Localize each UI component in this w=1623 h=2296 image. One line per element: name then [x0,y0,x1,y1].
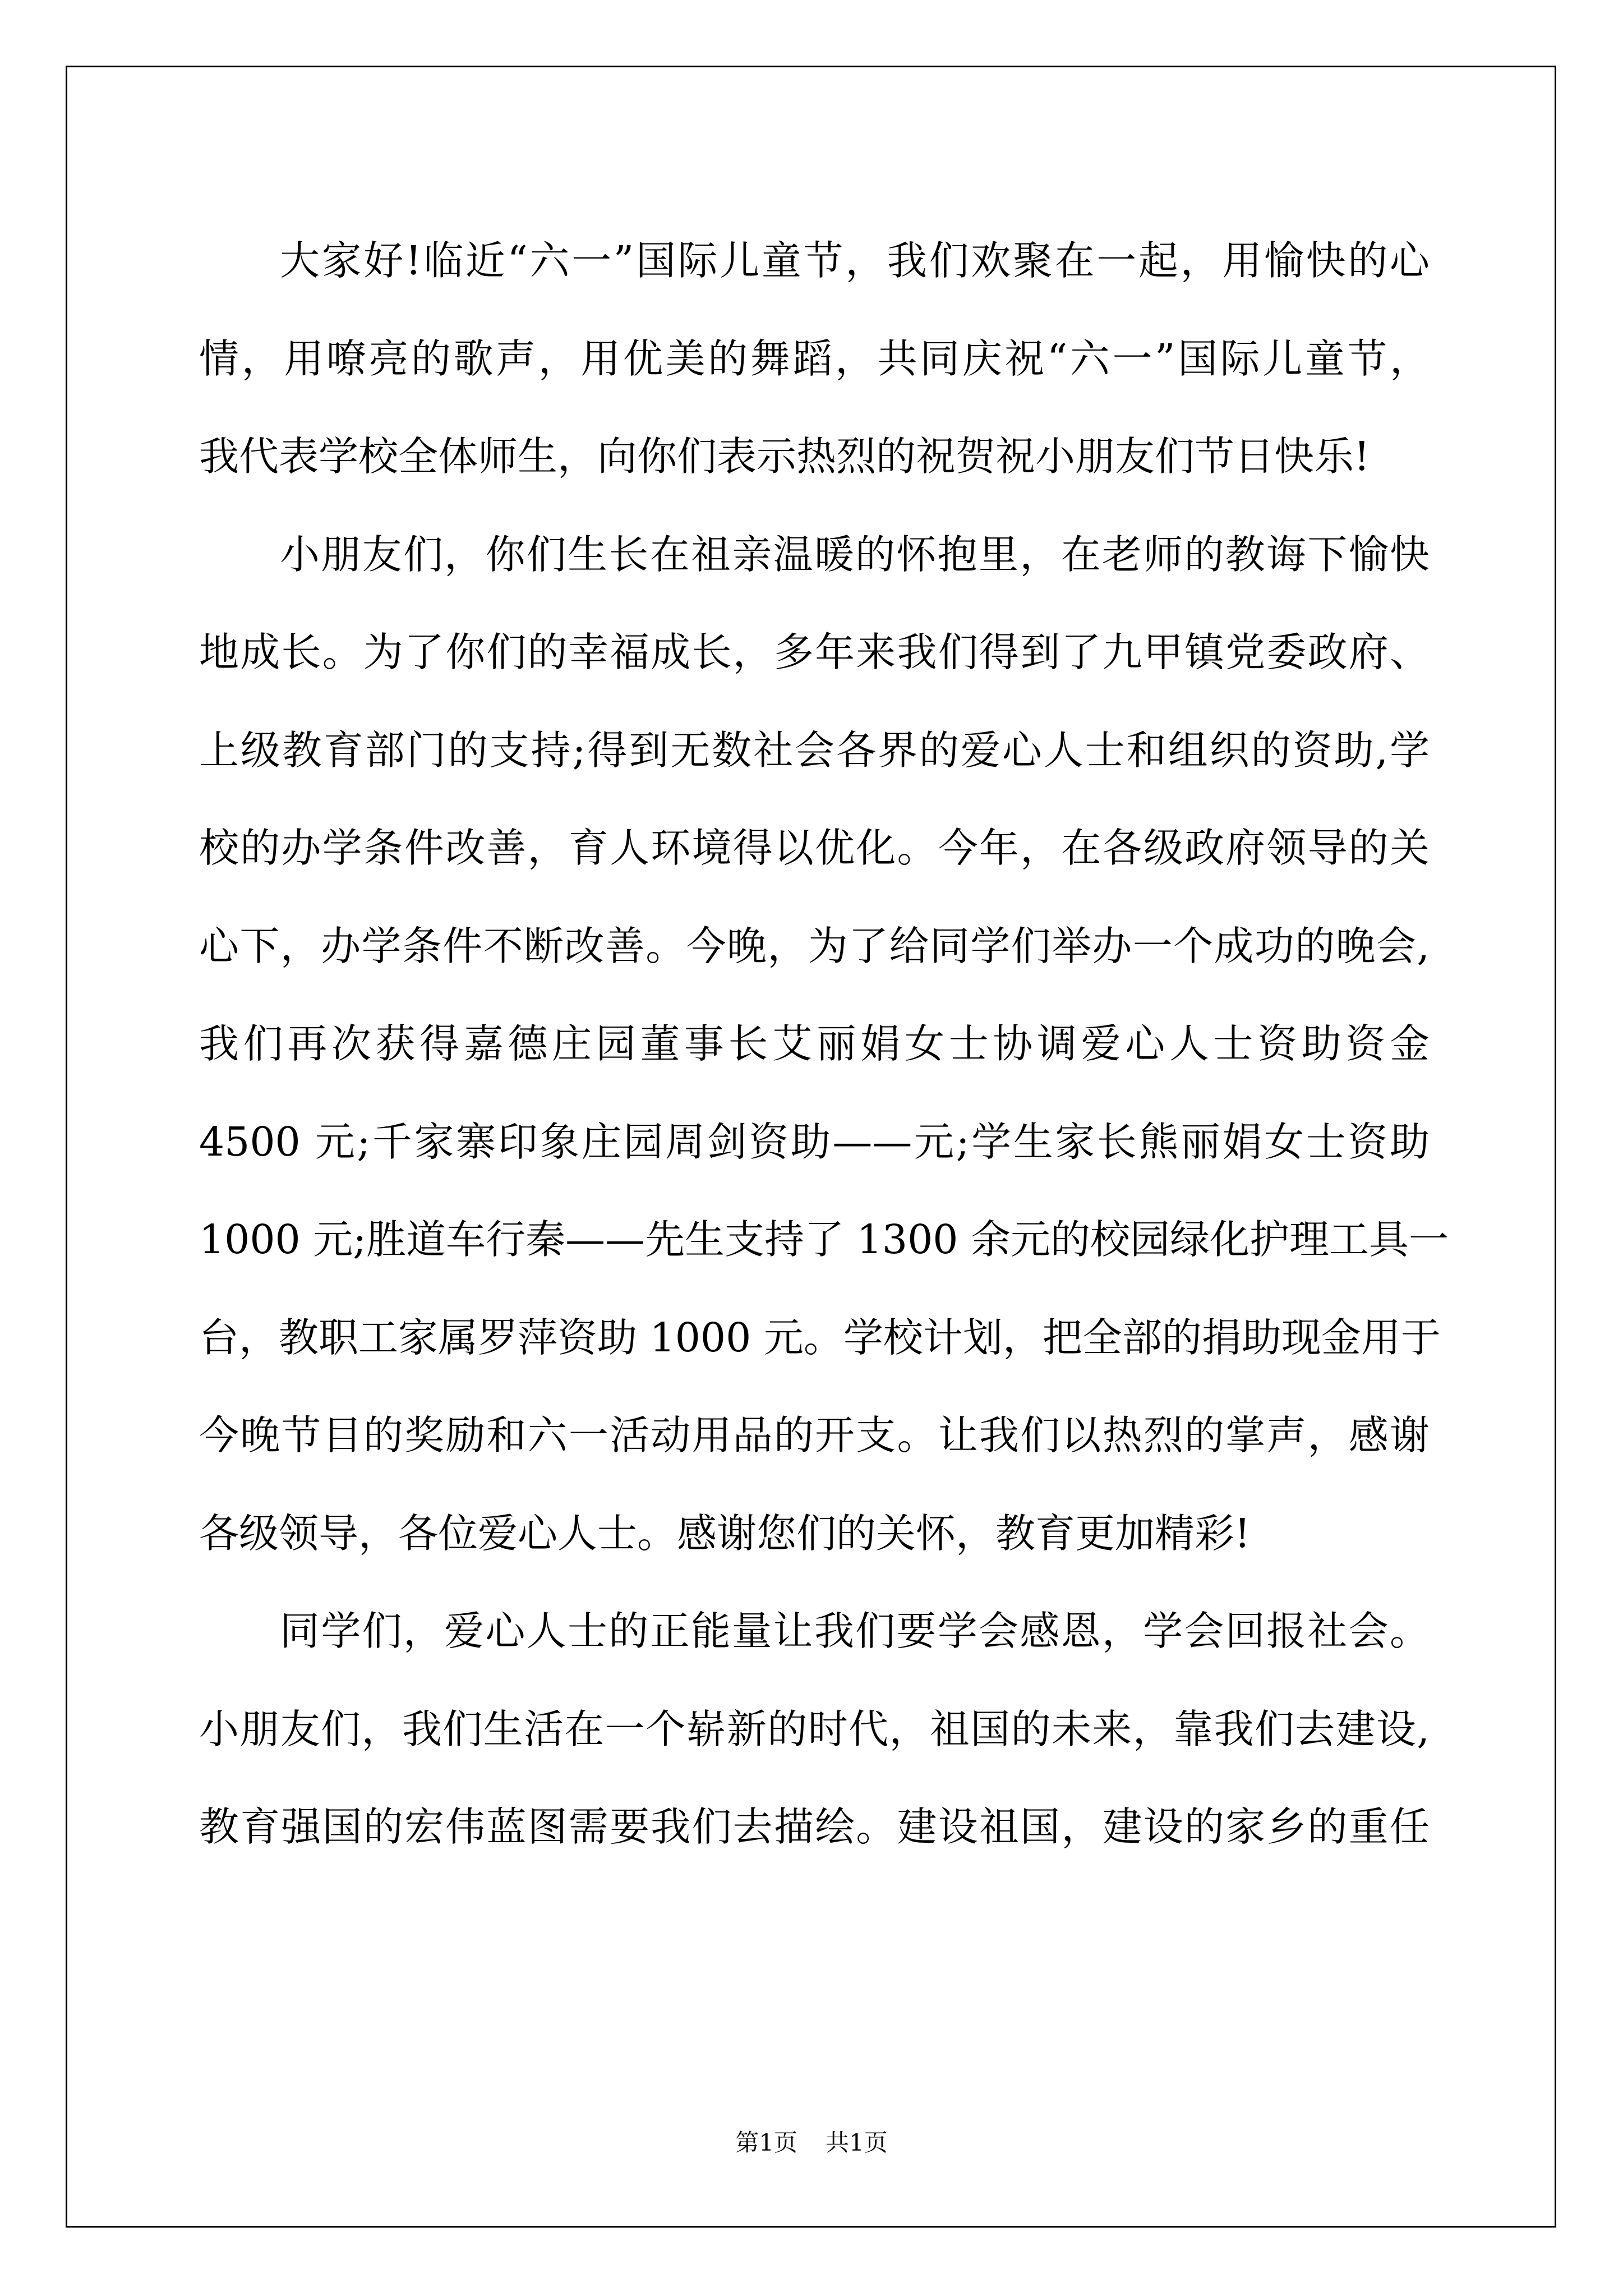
document-body [199,212,1449,1876]
text-line: 台，教职工家属罗萍资助 1000 元。学校计划，把全部的捐助现金用于 [199,1314,1441,1361]
text-line: 大家好!临近“六一”国际儿童节，我们欢聚在一起，用愉快的心 [280,237,1430,284]
page-total: 共1页 [826,2129,888,2156]
text-line: 校的办学条件改善，育人环境得以优化。今年，在各级政府领导的关 [199,825,1430,871]
text-line: 情，用嘹亮的歌声，用优美的舞蹈，共同庆祝“六一”国际儿童节， [199,335,1430,382]
text-line: 我代表学校全体师生，向你们表示热烈的祝贺祝小朋友们节日快乐! [199,433,1370,480]
text-line: 4500 元;千家寨印象庄园周剑资助——元;学生家长熊丽娟女士资助 [199,1118,1430,1165]
page-footer [0,2126,1623,2160]
text-line: 小朋友们，你们生长在祖亲温暖的怀抱里，在老师的教诲下愉快 [280,531,1430,578]
text-line: 1000 元;胜道车行秦——先生支持了 1300 余元的校园绿化护理工具一 [199,1216,1449,1263]
text-line: 同学们，爱心人士的正能量让我们要学会感恩，学会回报社会。 [280,1608,1430,1654]
text-line: 上级教育部门的支持;得到无数社会各界的爱心人士和组织的资助,学 [199,726,1430,774]
text-line: 地成长。为了你们的幸福成长，多年来我们得到了九甲镇党委政府、 [199,629,1430,675]
text-line: 小朋友们，我们生活在一个崭新的时代，祖国的未来，靠我们去建设, [199,1705,1430,1752]
page-number: 第1页 [735,2129,797,2156]
text-line: 今晚节目的奖励和六一活动用品的开支。让我们以热烈的掌声，感谢 [199,1412,1430,1458]
text-line: 我们再次获得嘉德庄园董事长艾丽娟女士协调爱心人士资助资金 [199,1020,1430,1067]
text-line: 心下，办学条件不断改善。今晚，为了给同学们举办一个成功的晚会, [199,922,1430,969]
text-line: 教育强国的宏伟蓝图需要我们去描绘。建设祖国，建设的家乡的重任 [199,1803,1430,1850]
text-line: 各级领导，各位爱心人士。感谢您们的关怀，教育更加精彩! [199,1510,1251,1557]
